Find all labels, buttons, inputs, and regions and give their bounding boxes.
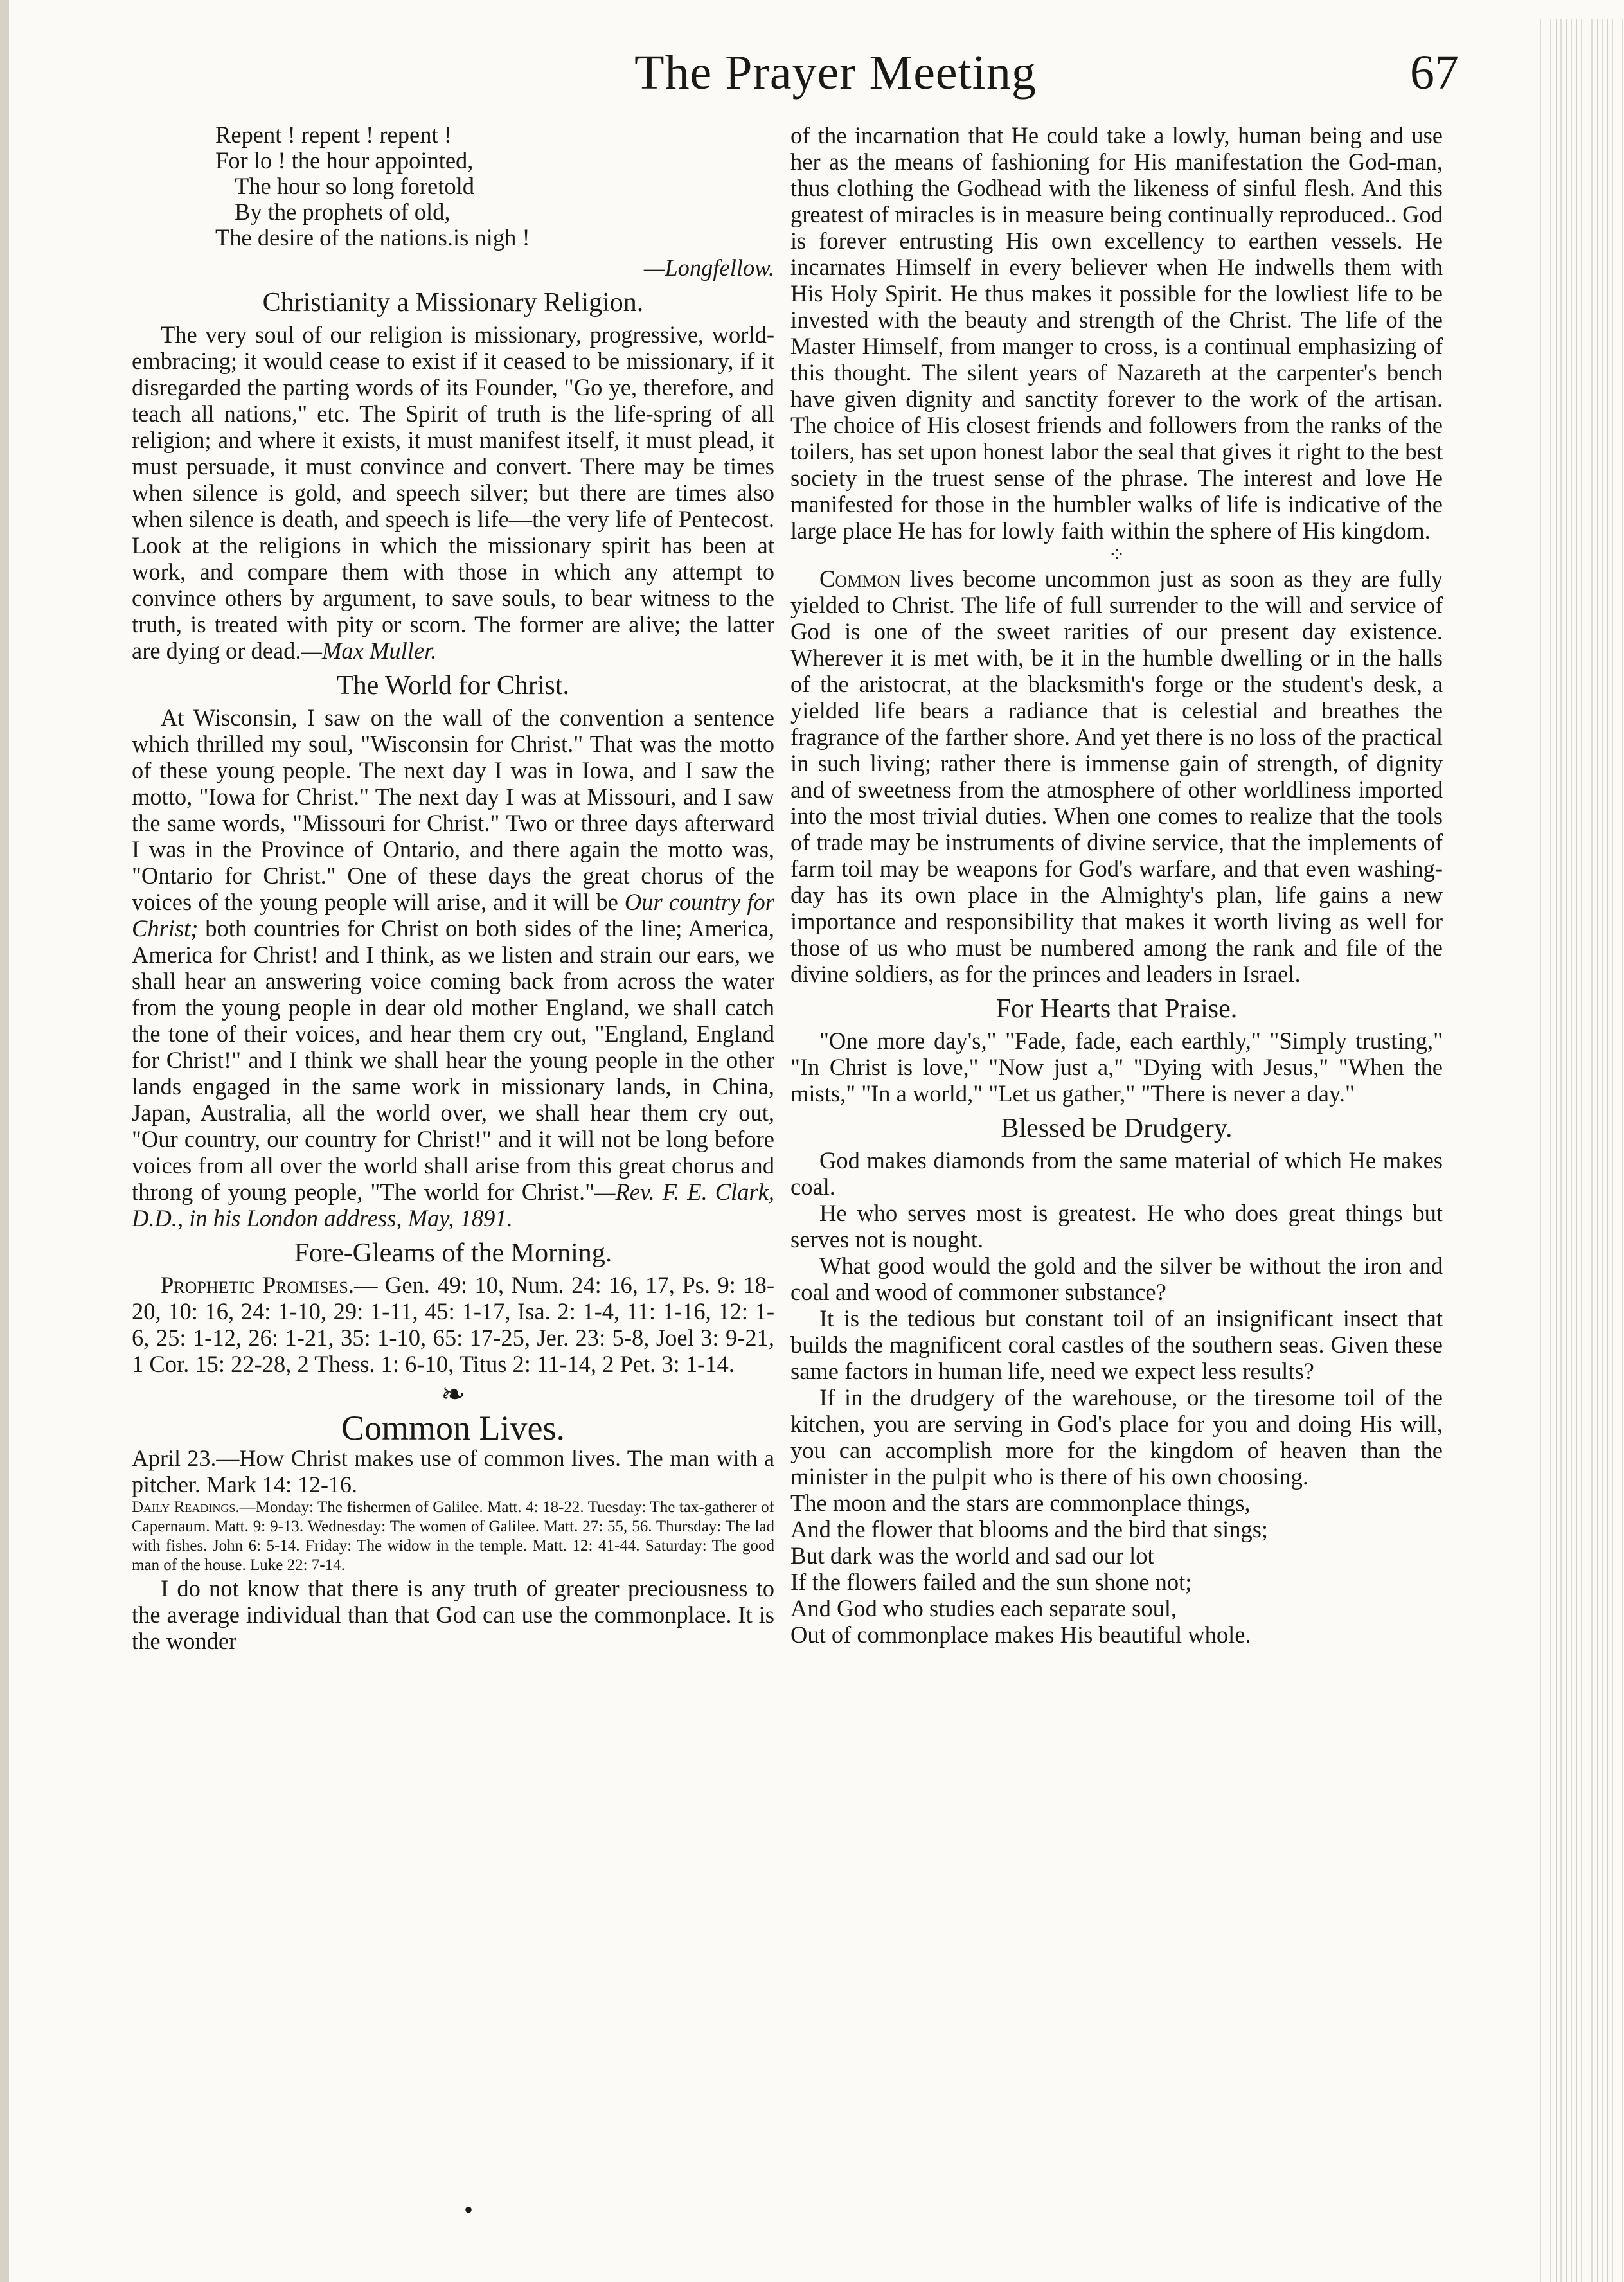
fleuron-ornament-icon: ❧ — [440, 1378, 466, 1411]
running-title: The Prayer Meeting — [634, 46, 1037, 100]
paragraph-commonplace: I do not know that there is any truth of greater preciousness to the average individual than that God can use the commonplace. It is the wonder — [132, 1575, 774, 1654]
heading-blessed-drudgery: Blessed be Drudgery. — [1001, 1114, 1233, 1143]
poem-line: The hour so long foretold — [235, 173, 475, 199]
paragraph-text: The very soul of our religion is missionary, progressive, world-embracing; it would cease to exist if it ceased to be missionary, if it disregarded the parting words of its Founder, "Go ye, therefore, and teach all nations," etc. The Spirit of truth is the life-spring of all religion; and where it exists, it must manifest itself, it must plead, it must persuade, it must convince and convert. There may be times when silence is gold, and speech silver; but there are times also when silence is death, and speech is life—the very life of Pentecost. Look at the religions in which the missionary spirit has been at work, and compare them with those in which any attempt to convince others by argument, to save souls, to bear witness to the truth, is treated with pity or scorn. The former are alive; the latter are dying or dead. — [132, 321, 774, 664]
paragraph-text: both countries for Christ on both sides of the line; America, America for Christ! and I think, as we listen and strain our ears, we shall hear an answering voice coming back from across the water from the young people in dear old mother England, we shall catch the tone of their voices, and hear them cry out, "England, England for Christ!" and I think we shall hear the young people in the other lands engaged in the same work in missionary lands, in China, Japan, Australia, all the world over, we shall hear them cry out, "Our country, our country for Christ!" and it will not be long before voices from all over the world shall arise from this great chorus and throng of young people, "The world for Christ." — [132, 915, 774, 1205]
longfellow-poem — [215, 122, 774, 251]
paragraph-coral: It is the tedious but constant toil of an insignificant insect that builds the magnificent coral castles of the southern seas. Given these same factors in human life, need we expect less results? — [790, 1305, 1443, 1384]
page-number: 67 — [1410, 46, 1459, 100]
right-column — [790, 122, 1443, 1648]
paragraph-hymn-list: "One more day's," "Fade, fade, each earthly," "Simply trusting," "In Christ is love," "Now just a," "Dying with Jesus," "When the mists," "In a world," "Let us gather," "There is never a day." — [790, 1028, 1443, 1107]
page-edge-scan-artifact — [1536, 19, 1624, 2282]
heading-missionary-religion: Christianity a Missionary Religion. — [262, 288, 644, 317]
poem-attribution: —Longfellow. — [643, 254, 774, 281]
poem-line: For lo ! the hour appointed, — [215, 147, 474, 174]
readings-text: —Monday: The fishermen of Galilee. Matt. 4: 18-22. Tuesday: The tax-gatherer of Capernaum. Matt. 9: 9-13. Wednesday: The women of Galilee. Matt. 27: 55, 56. Thursday: The lad with fishes. John 6: 5-14. Friday: The widow in the temple. Matt. 12: 41-44. Saturday: The good man of the house. Luke 22: 7-14. — [132, 1499, 774, 1574]
attribution: —Max Muller. — [301, 637, 437, 664]
small-caps-lead: Common — [819, 566, 901, 592]
lesson-reference: April 23.—How Christ makes use of common lives. The man with a pitcher. Mark 14: 12-16. — [132, 1445, 774, 1497]
verse-line: If the flowers failed and the sun shone not; — [790, 1569, 1192, 1595]
page-spine-shadow — [0, 0, 9, 2282]
verse-line: But dark was the world and sad our lot — [790, 1542, 1154, 1569]
small-caps-lead: Prophetic Promises.— — [161, 1272, 378, 1298]
heading-fore-gleams: Fore-Gleams of the Morning. — [294, 1238, 612, 1268]
daily-readings — [132, 1498, 774, 1575]
attribution: —Rev. F. E. Clark, D.D., in his London address, May, 1891. — [132, 1179, 774, 1231]
paragraph-warehouse: If in the drudgery of the warehouse, or the tiresome toil of the kitchen, you are serving in God's place for you and doing His will, you can accomplish more for the kingdom of heaven than the minister in the pulpit who is there of his own choosing. — [790, 1384, 1443, 1490]
small-caps-lead: Daily Readings. — [132, 1499, 240, 1516]
verse-line: And the flower that blooms and the bird that sings; — [790, 1516, 1269, 1542]
paragraph-prophetic-promises — [132, 1272, 774, 1377]
paragraph-incarnation: of the incarnation that He could take a lowly, human being and use her as the means of fashioning for His manifestation the God-man, thus clothing the Godhead with the likeness of sinful flesh. And this greatest of miracles is in measure being continually reproduced.. God is forever entrusting His own excellency to earthen vessels. He incarnates Himself in every believer when He indwells them with His Holy Spirit. He thus makes it possible for the lowliest life to be invested with the beauty and strength of the Christ. The life of the Master Himself, from manger to cross, is a continual emphasizing of this thought. The silent years of Nazareth at the carpenter's bench have given dignity and sanctity forever to the work of the artisan. The choice of His closest friends and followers from the ranks of the toilers, has set upon honest labor the seal that gives it right to the best society in the truest sense of the phrase. The interest and love He manifested for those in the humbler walks of life is indicative of the large place He has for lowly faith within the sphere of His kingdom. — [790, 122, 1443, 544]
verse-line: And God who studies each separate soul, — [790, 1595, 1177, 1621]
paragraph-serves-most: He who serves most is greatest. He who does great things but serves not is nought. — [790, 1200, 1443, 1252]
ink-dot-mark: • — [464, 2195, 474, 2224]
page-header — [193, 39, 1478, 109]
paragraph-missionary-religion — [132, 321, 774, 664]
paragraph-diamonds: God makes diamonds from the same material of which He makes coal. — [790, 1147, 1443, 1200]
poem-line: The desire of the nations.is nigh ! — [215, 224, 530, 251]
paragraph-world-for-christ — [132, 704, 774, 1231]
verse-line: The moon and the stars are commonplace things, — [790, 1490, 1251, 1516]
paragraph-text: Gen. 49: 10, Num. 24: 16, 17, Ps. 9: 18-20, 10: 16, 24: 1-10, 29: 1-11, 45: 1-17, Isa. 2: 1-4, 11: 1-16, 12: 1-6, 25: 1-12, 26: 1-21, 35: 1-10, 65: 17-25, Jer. 23: 5-8, Joel 3: 9-21, 1 Cor. 15: 22-28, 2 Thess. 1: 6-10, Titus 2: 11-14, 2 Pet. 3: 1-14. — [132, 1272, 774, 1377]
paragraph-common-lives — [790, 566, 1443, 987]
poem-line: Repent ! repent ! repent ! — [215, 121, 452, 148]
emphasis: Our country for Christ; — [132, 889, 774, 941]
left-column — [132, 122, 774, 1654]
section-dots-icon: ⁘ — [1108, 543, 1125, 566]
heading-common-lives: Common Lives. — [341, 1409, 565, 1447]
paragraph-gold-silver: What good would the gold and the silver be without the iron and coal and wood of commoner substance? — [790, 1252, 1443, 1305]
heading-hearts-that-praise: For Hearts that Praise. — [995, 994, 1238, 1024]
poem-line: By the prophets of old, — [235, 199, 451, 225]
verse-line: Out of commonplace makes His beautiful whole. — [790, 1621, 1251, 1648]
paragraph-text: At Wisconsin, I saw on the wall of the convention a sentence which thrilled my soul, "Wisconsin for Christ." That was the motto of these young people. The next day I was in Iowa, and I saw the motto, "Iowa for Christ." The next day I was at Missouri, and I saw the same words, "Missouri for Christ." Two or three days afterward I was in the Province of Ontario, and there again the motto was, "Ontario for Christ." One of these days the great chorus of the voices of the young people will arise, and it will be — [132, 704, 774, 915]
closing-verse — [790, 1490, 1443, 1648]
paragraph-text: lives become uncommon just as soon as they are fully yielded to Christ. The life of full surrender to the will and service of God is one of the sweet rarities of our present day existence. Wherever it is met with, be it in the humble dwelling or in the halls of the aristocrat, at the blacksmith's forge or the student's desk, a yielded life bears a radiance that is celestial and breathes the fragrance of the farther shore. And yet there is no loss of the practical in such living; rather there is immense gain of strength, of dignity and of sweetness from the atmosphere of other worldliness imported into the most trivial duties. When one comes to realize that the tools of trade may be instruments of divine service, that the implements of farm toil may be weapons for God's warfare, and that even washing-day has its own place in the Almighty's plan, life gains a new importance and responsibility that makes it worth living as well for those of us who must be numbered among the rank and file of the divine soldiers, as for the princes and leaders in Israel. — [790, 566, 1443, 987]
heading-world-for-christ: The World for Christ. — [336, 671, 570, 700]
